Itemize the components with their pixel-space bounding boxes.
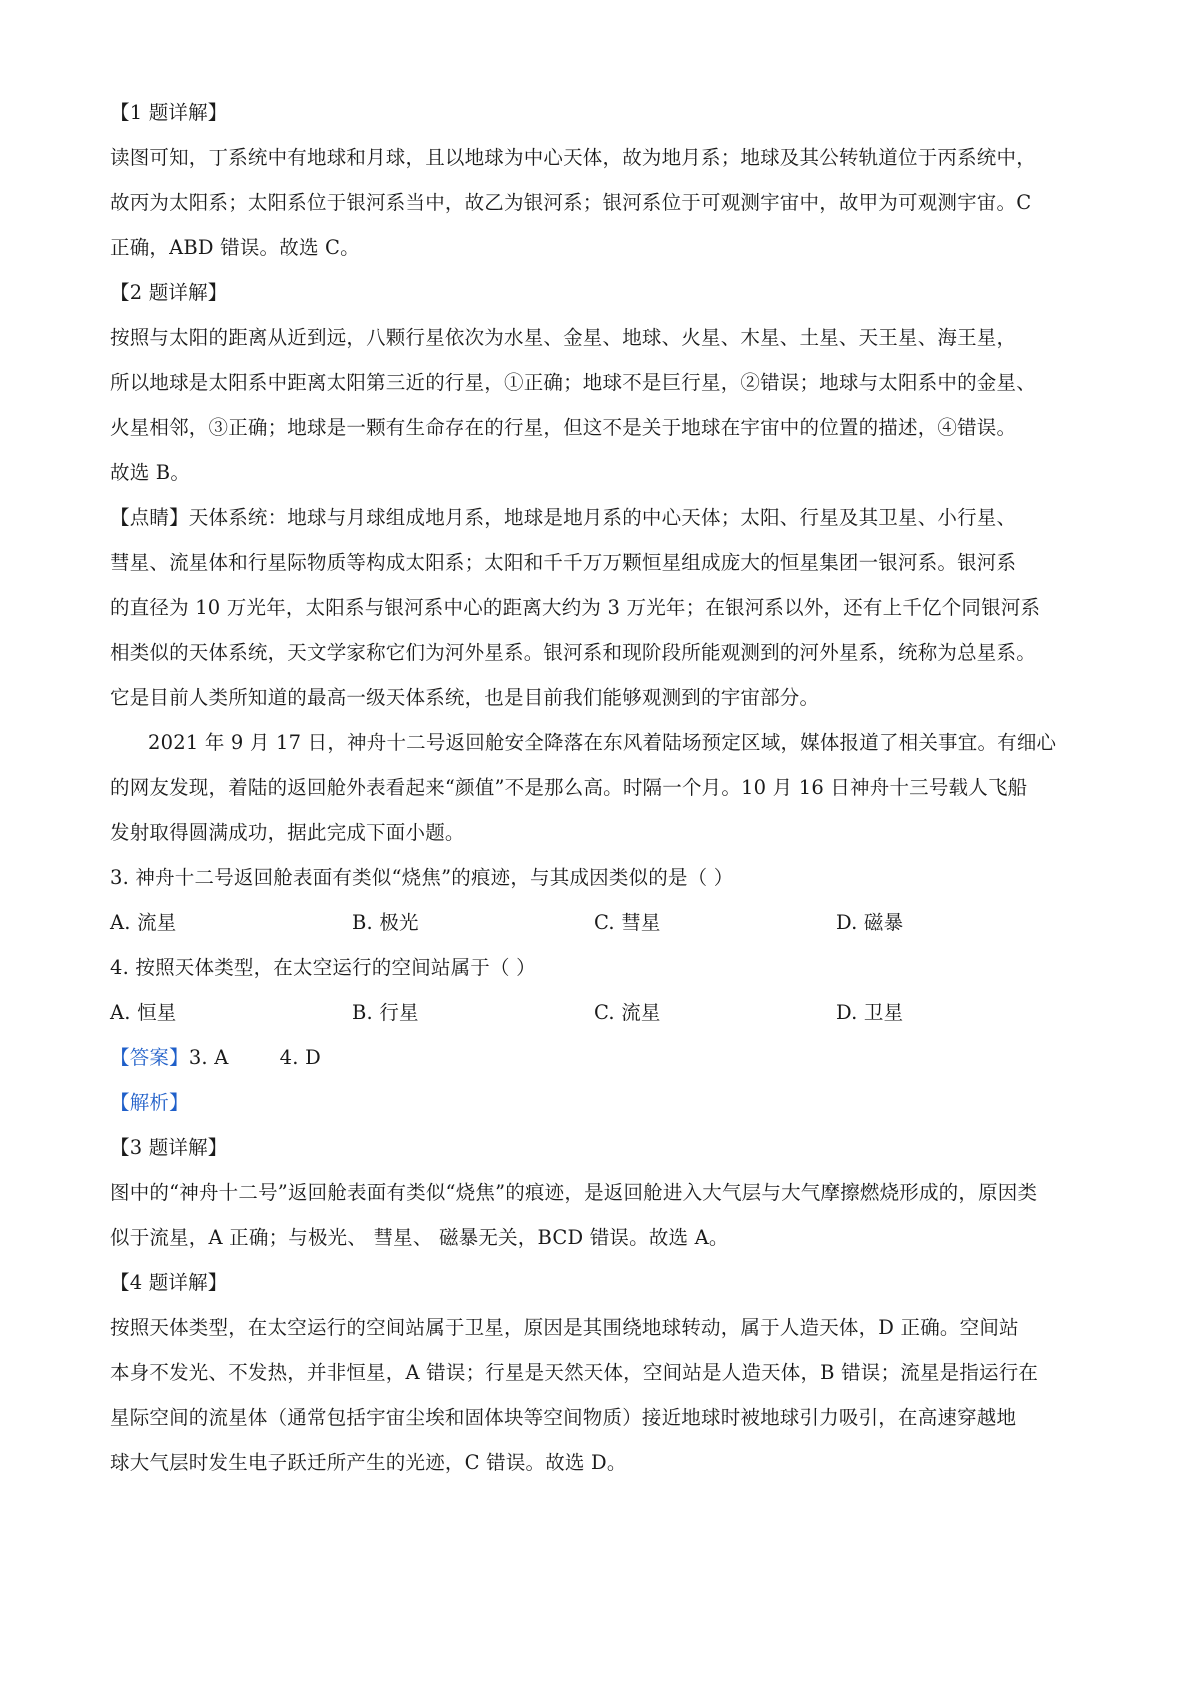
q3-option-b: B. 极光: [352, 911, 419, 934]
tip-line: 它是目前人类所知道的最高一级天体系统，也是目前我们能够观测到的宇宙部分。: [110, 686, 820, 709]
q3-options: [110, 900, 1090, 945]
q4-option-a: A. 恒星: [110, 1001, 177, 1024]
q2-detail-line: 故选 B。: [110, 461, 191, 484]
answer-line: [110, 1035, 1090, 1080]
q4-detail-line: 本身不发光、不发热，并非恒星，A 错误；行星是天然天体，空间站是人造天体，B 错误；流星是指运行在: [110, 1361, 1039, 1384]
page-content: [110, 90, 1090, 1485]
answer-label: 【答案】: [110, 1046, 189, 1069]
analysis-label: 【解析】: [110, 1091, 189, 1114]
q2-detail-heading: 【2 题详解】: [110, 281, 228, 304]
tip-line: 相类似的天体系统，天文学家称它们为河外星系。银河系和现阶段所能观测到的河外星系，统称为总星系。: [110, 641, 1036, 664]
q4-detail-heading: 【4 题详解】: [110, 1271, 228, 1294]
q3-detail-line: 图中的“神舟十二号”返回舱表面有类似“烧焦”的痕迹，是返回舱进入大气层与大气摩擦燃烧形成的，原因类: [110, 1181, 1038, 1204]
q1-detail-line: 正确，ABD 错误。故选 C。: [110, 236, 360, 259]
q3-detail-line: 似于流星，A 正确；与极光、 彗星、 磁暴无关，BCD 错误。故选 A。: [110, 1226, 729, 1249]
q3-option-a: A. 流星: [110, 911, 177, 934]
q1-detail-line: 故丙为太阳系；太阳系位于银河系当中，故乙为银河系；银河系位于可观测宇宙中，故甲为可观测宇宙。C: [110, 191, 1032, 214]
tip-line: 彗星、流星体和行星际物质等构成太阳系；太阳和千千万万颗恒星组成庞大的恒星集团一银河系。银河系: [110, 551, 1017, 574]
answer-text: 3. A 4. D: [188, 1046, 321, 1069]
q4-option-b: B. 行星: [352, 1001, 419, 1024]
q2-detail-line: 按照与太阳的距离从近到远，八颗行星依次为水星、金星、地球、火星、木星、土星、天王星、海王星，: [110, 326, 1017, 349]
q2-detail-line: 火星相邻，③正确；地球是一颗有生命存在的行星，但这不是关于地球在宇宙中的位置的描述，④错误。: [110, 416, 1017, 439]
q3-detail-heading: 【3 题详解】: [110, 1136, 228, 1159]
q4-option-c: C. 流星: [594, 1001, 661, 1024]
passage-line: 2021 年 9 月 17 日，神舟十二号返回舱安全降落在东风着陆场预定区域，媒体报道了相关事宜。有细心: [148, 731, 1057, 754]
q4-stem: 4. 按照天体类型，在太空运行的空间站属于（ ）: [110, 956, 536, 979]
passage-line: 发射取得圆满成功，据此完成下面小题。: [110, 821, 465, 844]
q4-detail-line: 星际空间的流星体（通常包括宇宙尘埃和固体块等空间物质）接近地球时被地球引力吸引，在高速穿越地: [110, 1406, 1017, 1429]
q1-detail-line: 读图可知，丁系统中有地球和月球，且以地球为中心天体，故为地月系；地球及其公转轨道位于丙系统中，: [110, 146, 1036, 169]
q4-detail-line: 球大气层时发生电子跃迁所产生的光迹，C 错误。故选 D。: [110, 1451, 627, 1474]
q3-option-c: C. 彗星: [594, 911, 661, 934]
tip-line: 【点睛】天体系统：地球与月球组成地月系，地球是地月系的中心天体；太阳、行星及其卫星、小行星、: [110, 506, 1017, 529]
analysis-line: [110, 1080, 1090, 1125]
q1-detail-heading: 【1 题详解】: [110, 101, 228, 124]
q3-stem: 3. 神舟十二号返回舱表面有类似“烧焦”的痕迹，与其成因类似的是（ ）: [110, 866, 734, 889]
q4-option-d: D. 卫星: [836, 1001, 904, 1024]
q2-detail-line: 所以地球是太阳系中距离太阳第三近的行星，①正确；地球不是巨行星，②错误；地球与太阳系中的金星、: [110, 371, 1036, 394]
q3-option-d: D. 磁暴: [836, 911, 904, 934]
q4-options: [110, 990, 1090, 1035]
tip-line: 的直径为 10 万光年，太阳系与银河系中心的距离大约为 3 万光年；在银河系以外，还有上千亿个同银河系: [110, 596, 1041, 619]
q4-detail-line: 按照天体类型，在太空运行的空间站属于卫星，原因是其围绕地球转动，属于人造天体，D 正确。空间站: [110, 1316, 1019, 1339]
passage-line: 的网友发现，着陆的返回舱外表看起来“颜值”不是那么高。时隔一个月。10 月 16 日神舟十三号载人飞船: [110, 776, 1028, 799]
